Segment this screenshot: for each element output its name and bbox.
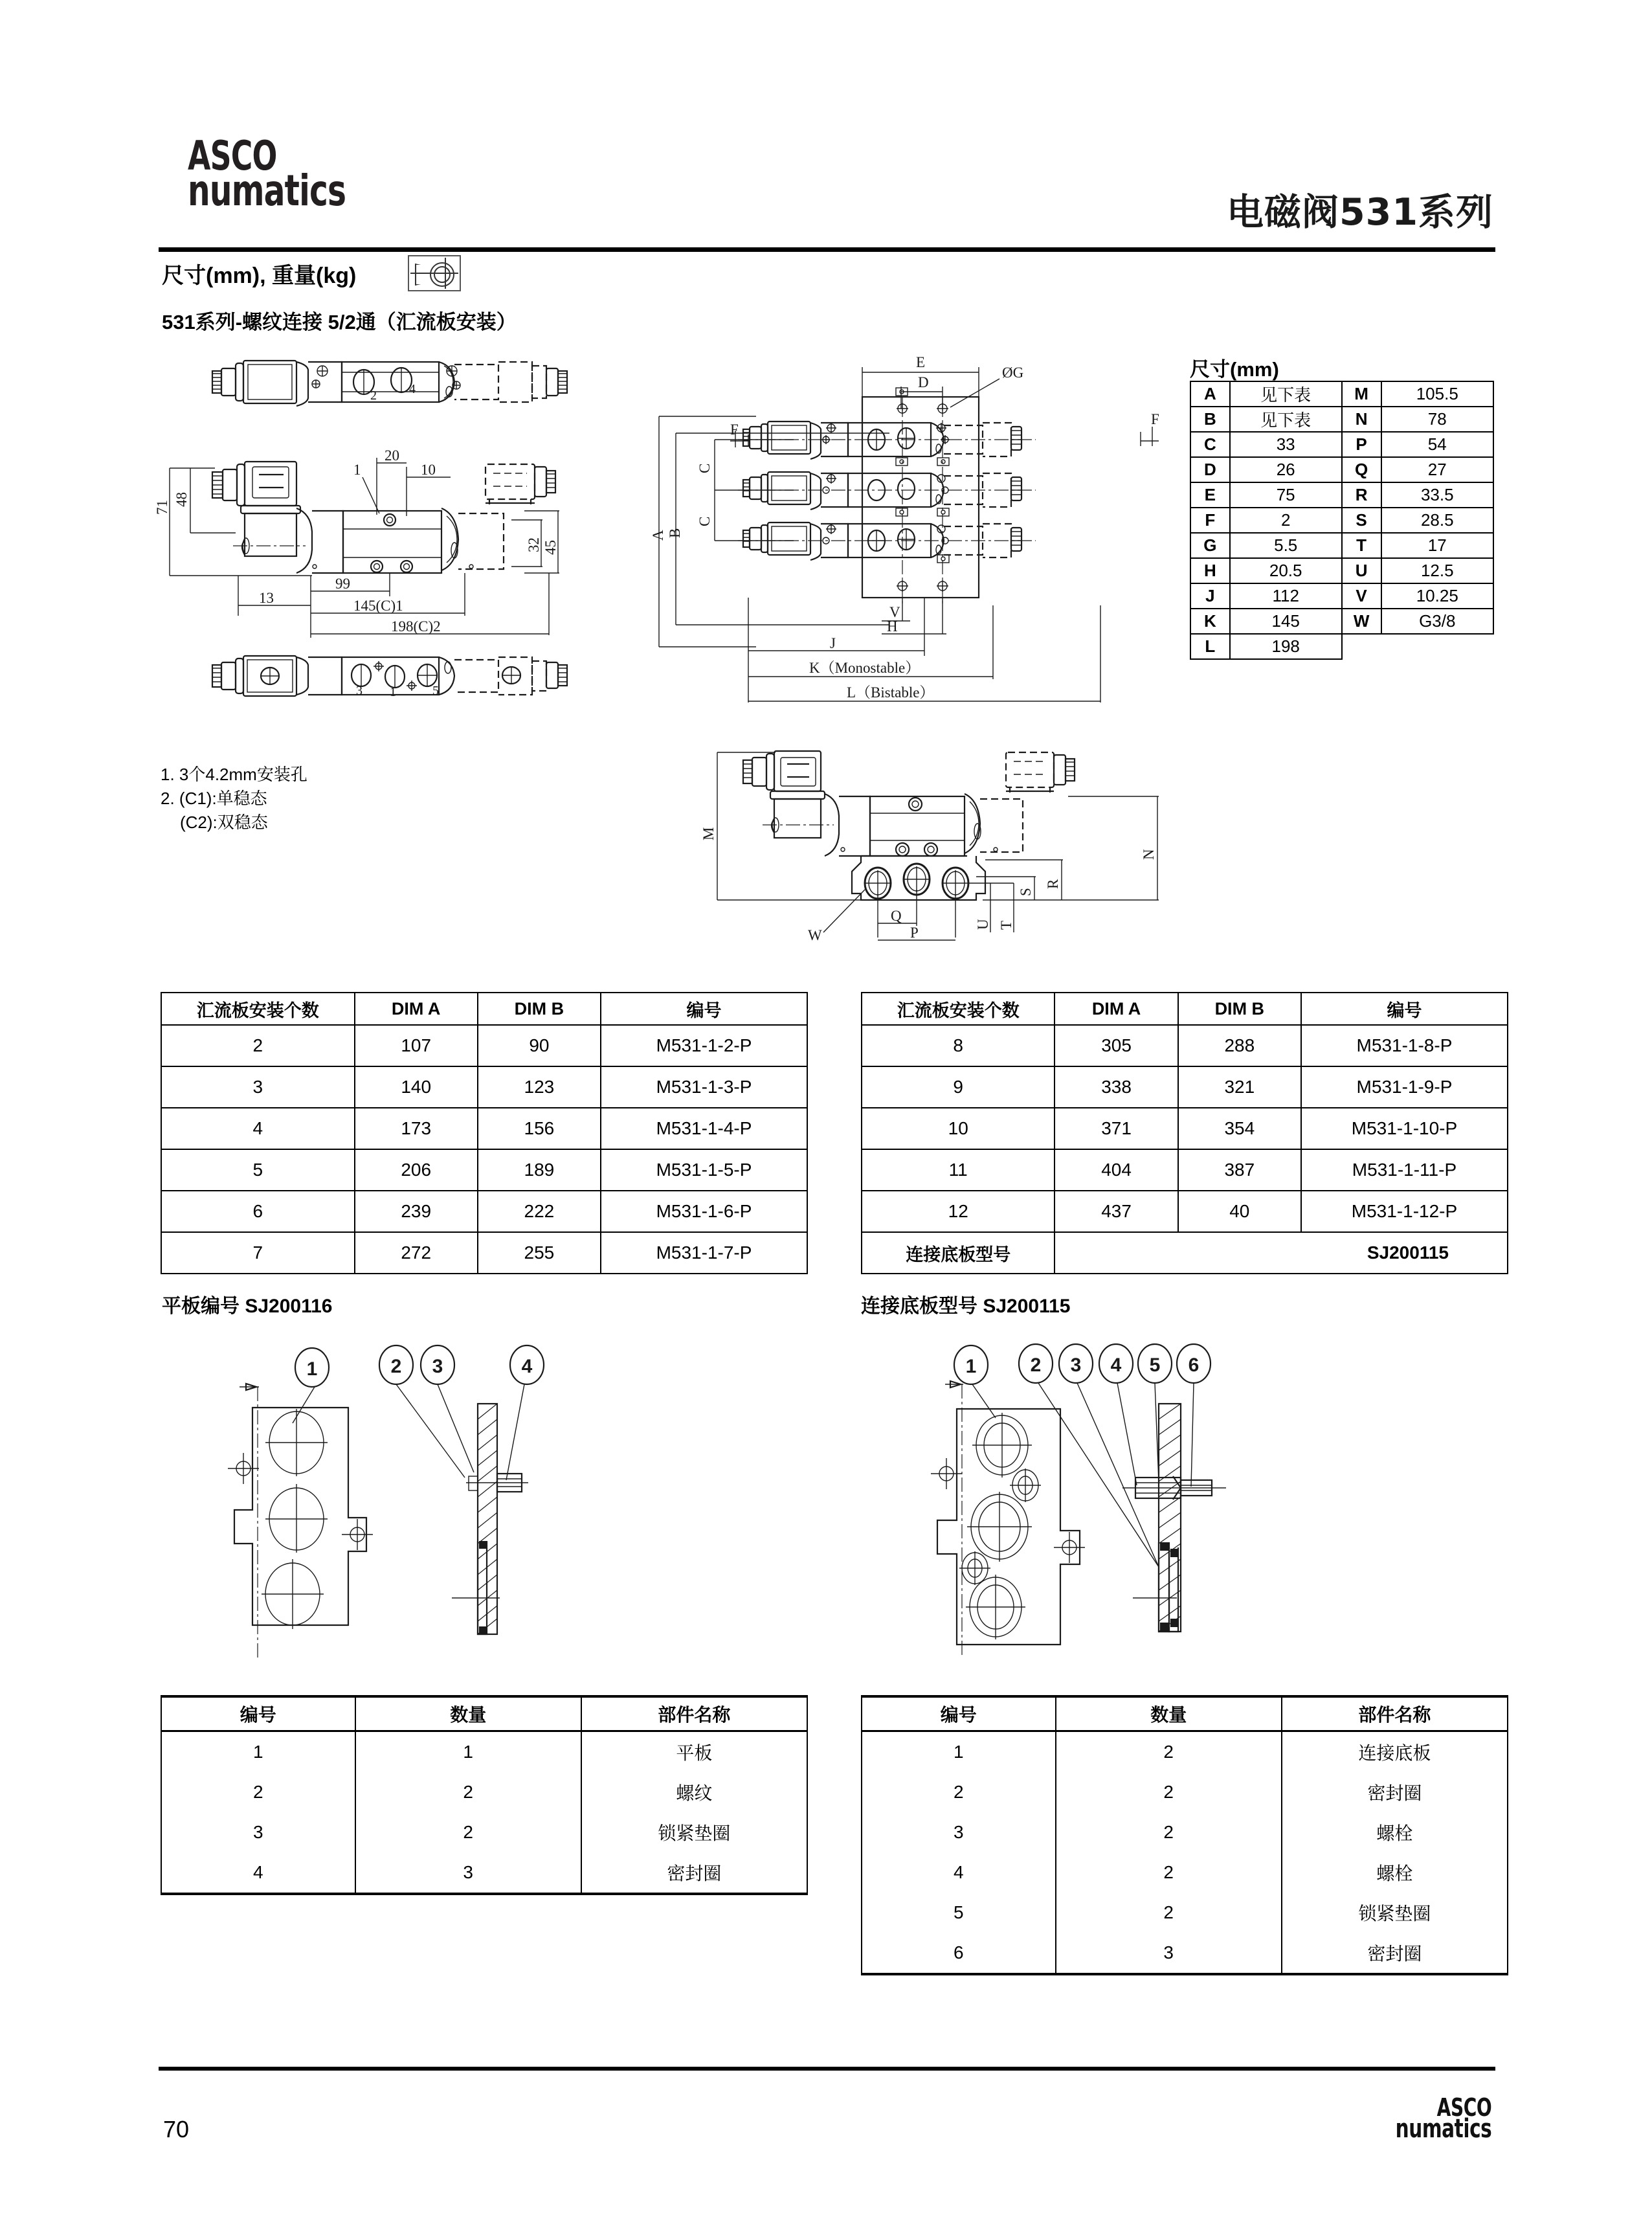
svg-text:5: 5 <box>1149 1355 1161 1376</box>
dimension-key: E <box>1190 482 1230 508</box>
dimension-value: 54 <box>1381 432 1493 457</box>
footer-logo-line-2: numatics <box>1395 2113 1491 2144</box>
dimension-value: 27 <box>1381 457 1493 482</box>
dimension-row <box>1190 432 1493 457</box>
dimension-value: 见下表 <box>1230 381 1342 407</box>
manifold-table-left <box>161 992 808 1274</box>
svg-text:1: 1 <box>353 462 361 478</box>
dimension-key: L <box>1190 634 1230 659</box>
dimension-key: T <box>1342 533 1381 558</box>
table-cell: 2 <box>1056 1731 1282 1773</box>
table-cell: 222 <box>478 1191 601 1232</box>
table-cell: M531-1-8-P <box>1301 1025 1508 1066</box>
table-row <box>862 1731 1508 1773</box>
dimension-value: 105.5 <box>1381 381 1493 407</box>
dimension-value: 75 <box>1230 482 1342 508</box>
column-header: 数量 <box>355 1696 581 1731</box>
subbase-model-label: 连接底板型号 <box>862 1232 1055 1274</box>
table-row <box>862 1852 1508 1893</box>
column-header: DIM B <box>1178 993 1301 1025</box>
table-cell: 2 <box>862 1772 1056 1812</box>
column-header: 编号 <box>1301 993 1508 1025</box>
column-header: 编号 <box>601 993 807 1025</box>
table-cell: 10 <box>862 1108 1055 1149</box>
svg-text:U: U <box>975 919 991 930</box>
dimension-value: 28.5 <box>1381 508 1493 533</box>
column-header: 编号 <box>862 1696 1056 1731</box>
table-row <box>862 1772 1508 1812</box>
svg-text:B: B <box>667 528 683 538</box>
balloon-group <box>293 1345 544 1480</box>
svg-text:3: 3 <box>432 1356 443 1377</box>
svg-text:2: 2 <box>390 1356 402 1377</box>
svg-text:2: 2 <box>370 388 377 403</box>
svg-text:1: 1 <box>390 685 396 699</box>
column-header: DIM B <box>478 993 601 1025</box>
svg-text:3: 3 <box>1070 1355 1082 1376</box>
table-cell: 156 <box>478 1108 601 1149</box>
table-cell: M531-1-12-P <box>1301 1191 1508 1232</box>
table-cell: 123 <box>478 1066 601 1108</box>
dimension-row <box>1190 583 1493 609</box>
dimension-value: 33 <box>1230 432 1342 457</box>
table-cell: 2 <box>1056 1772 1282 1812</box>
note-3: (C2):双稳态 <box>180 812 268 832</box>
table-cell: 3 <box>1056 1933 1282 1974</box>
table-cell: 3 <box>862 1812 1056 1852</box>
dimension-key: H <box>1190 558 1230 583</box>
table-cell: M531-1-10-P <box>1301 1108 1508 1149</box>
table-cell: 螺栓 <box>1282 1812 1508 1852</box>
dimension-row <box>1190 558 1493 583</box>
dimension-value: 20.5 <box>1230 558 1342 583</box>
table-cell: 404 <box>1055 1149 1178 1191</box>
table-cell: 8 <box>862 1025 1055 1066</box>
svg-text:3: 3 <box>356 684 363 698</box>
table-row <box>862 1812 1508 1852</box>
table-cell: 272 <box>355 1232 478 1274</box>
table-cell: 2 <box>1056 1893 1282 1933</box>
table-row <box>161 1812 807 1852</box>
plate-sj200116-drawing <box>188 1327 641 1658</box>
table-cell: M531-1-3-P <box>601 1066 807 1108</box>
svg-text:2: 2 <box>1030 1355 1042 1376</box>
table-cell: 2 <box>1056 1812 1282 1852</box>
dimension-value: 145 <box>1230 609 1342 634</box>
subtitle-heading: 531系列-螺纹连接 5/2通（汇流板安装） <box>162 311 517 333</box>
table-cell: 6 <box>161 1191 355 1232</box>
svg-text:1: 1 <box>306 1358 318 1380</box>
table-cell: M531-1-7-P <box>601 1232 807 1274</box>
dimension-value: 33.5 <box>1381 482 1493 508</box>
svg-text:32: 32 <box>526 537 542 552</box>
column-header: DIM A <box>1055 993 1178 1025</box>
svg-text:P: P <box>910 925 919 941</box>
table-cell: 255 <box>478 1232 601 1274</box>
svg-text:H: H <box>887 618 898 635</box>
svg-text:71: 71 <box>154 500 170 515</box>
table-cell: 5 <box>862 1893 1056 1933</box>
parts-table-right <box>861 1695 1508 1975</box>
column-header: DIM A <box>355 993 478 1025</box>
table-cell: 螺栓 <box>1282 1852 1508 1893</box>
dimension-key: A <box>1190 381 1230 407</box>
dimension-value: 112 <box>1230 583 1342 609</box>
dimension-value: 78 <box>1381 407 1493 432</box>
dimension-row <box>1190 533 1493 558</box>
dimension-row <box>1190 508 1493 533</box>
dimension-key: W <box>1342 609 1381 634</box>
svg-text:S: S <box>1018 888 1034 896</box>
table-cell: 密封圈 <box>581 1852 807 1894</box>
svg-text:4: 4 <box>409 382 416 396</box>
svg-text:198(C)2: 198(C)2 <box>391 618 441 635</box>
table-cell: 连接底板 <box>1282 1731 1508 1773</box>
dimension-value: 2 <box>1230 508 1342 533</box>
table-cell: 371 <box>1055 1108 1178 1149</box>
column-header: 部件名称 <box>1282 1696 1508 1731</box>
dimension-key: B <box>1190 407 1230 432</box>
svg-text:D: D <box>918 374 929 390</box>
svg-text:99: 99 <box>335 576 350 592</box>
page-title: 电磁阀531系列 <box>1227 191 1493 234</box>
dimension-key: G <box>1190 533 1230 558</box>
dimension-key: K <box>1190 609 1230 634</box>
table-cell: M531-1-4-P <box>601 1108 807 1149</box>
table-cell: 2 <box>1056 1852 1282 1893</box>
table-cell: 4 <box>862 1852 1056 1893</box>
table-cell: 密封圈 <box>1282 1933 1508 1974</box>
plate-left-heading: 平板编号 SJ200116 <box>162 1296 333 1317</box>
footer-logo-line-1: ASCO <box>1436 2093 1491 2122</box>
table-cell: M531-1-6-P <box>601 1191 807 1232</box>
table-row <box>161 1232 807 1274</box>
table-cell: 354 <box>1178 1108 1301 1149</box>
table-cell: 密封圈 <box>1282 1772 1508 1812</box>
manifold-table-right <box>861 992 1508 1274</box>
column-header: 数量 <box>1056 1696 1282 1731</box>
table-cell: 305 <box>1055 1025 1178 1066</box>
svg-text:N: N <box>1141 849 1157 860</box>
table-cell: M531-1-9-P <box>1301 1066 1508 1108</box>
dimension-key: P <box>1342 432 1381 457</box>
table-cell: 40 <box>1178 1191 1301 1232</box>
svg-text:C: C <box>697 463 713 473</box>
table-cell: 1 <box>862 1731 1056 1773</box>
dimension-value: 12.5 <box>1381 558 1493 583</box>
dimension-value: 198 <box>1230 634 1342 659</box>
table-footer-row <box>862 1232 1508 1274</box>
table-row <box>161 1066 807 1108</box>
table-cell: 2 <box>161 1772 355 1812</box>
footer-divider <box>159 2067 1495 2071</box>
subbase-sj200115-drawing <box>880 1327 1372 1658</box>
dimension-value: 10.25 <box>1381 583 1493 609</box>
svg-text:145(C)1: 145(C)1 <box>353 598 403 614</box>
table-cell: 288 <box>1178 1025 1301 1066</box>
table-row <box>862 1149 1508 1191</box>
dimension-key: J <box>1190 583 1230 609</box>
table-cell: 107 <box>355 1025 478 1066</box>
svg-text:4: 4 <box>521 1356 533 1377</box>
table-cell: 锁紧垫圈 <box>1282 1893 1508 1933</box>
dimension-value: 见下表 <box>1230 407 1342 432</box>
table-row <box>862 1893 1508 1933</box>
svg-text:4: 4 <box>1110 1355 1122 1376</box>
table-cell: 5 <box>161 1149 355 1191</box>
asco-numatics-logo <box>188 132 381 216</box>
table-cell: 3 <box>161 1812 355 1852</box>
table-cell: 189 <box>478 1149 601 1191</box>
svg-text:F: F <box>730 422 739 438</box>
table-cell: 3 <box>161 1066 355 1108</box>
svg-text:ØG: ØG <box>1002 365 1024 381</box>
svg-text:A: A <box>650 530 666 541</box>
header-divider <box>159 247 1495 252</box>
valve-end-view-drawing <box>667 756 1185 976</box>
column-header: 汇流板安装个数 <box>161 993 355 1025</box>
dimension-row <box>1190 381 1493 407</box>
table-cell: 173 <box>355 1108 478 1149</box>
logo-line-1: ASCO <box>188 132 277 179</box>
table-cell: 2 <box>355 1812 581 1852</box>
dimension-key: R <box>1342 482 1381 508</box>
footer-logo <box>1374 2093 1491 2144</box>
dimension-table <box>1190 381 1494 660</box>
table-cell: 11 <box>862 1149 1055 1191</box>
table-cell: 90 <box>478 1025 601 1066</box>
table-row <box>161 1025 807 1066</box>
dimension-value: 26 <box>1230 457 1342 482</box>
drawing-notes <box>161 763 307 835</box>
first-angle-projection-icon <box>408 255 461 291</box>
table-cell: M531-1-5-P <box>601 1149 807 1191</box>
table-cell: 4 <box>161 1852 355 1894</box>
column-header: 部件名称 <box>581 1696 807 1731</box>
dimension-key: D <box>1190 457 1230 482</box>
valve-side-views-drawing <box>154 353 615 741</box>
table-cell: 7 <box>161 1232 355 1274</box>
svg-text:T: T <box>998 920 1014 930</box>
svg-text:R: R <box>1045 879 1061 889</box>
table-cell: 12 <box>862 1191 1055 1232</box>
svg-text:V: V <box>889 604 900 620</box>
plate-right-heading: 连接底板型号 SJ200115 <box>861 1296 1071 1317</box>
svg-text:K（Monostable）: K（Monostable） <box>809 660 921 676</box>
dimension-key: N <box>1342 407 1381 432</box>
table-cell: 338 <box>1055 1066 1178 1108</box>
dimension-value: 5.5 <box>1230 533 1342 558</box>
table-cell: 锁紧垫圈 <box>581 1812 807 1852</box>
table-row <box>161 1731 807 1773</box>
table-cell: 140 <box>355 1066 478 1108</box>
dimension-key: M <box>1342 381 1381 407</box>
dimension-key: S <box>1342 508 1381 533</box>
table-cell: 4 <box>161 1108 355 1149</box>
dimension-row <box>1190 482 1493 508</box>
dimension-row <box>1190 634 1493 659</box>
table-row <box>862 1191 1508 1232</box>
svg-text:C: C <box>697 516 713 526</box>
note-2: 2. (C1):单稳态 <box>161 788 267 808</box>
svg-text:W: W <box>808 927 822 943</box>
page-number: 70 <box>163 2116 190 2142</box>
svg-text:5: 5 <box>432 684 439 698</box>
table-row <box>161 1149 807 1191</box>
column-header: 编号 <box>161 1696 355 1731</box>
svg-text:45: 45 <box>542 540 559 555</box>
table-cell: 437 <box>1055 1191 1178 1232</box>
table-row <box>862 1933 1508 1974</box>
dimension-value <box>1381 634 1493 659</box>
table-row <box>161 1108 807 1149</box>
table-cell: 239 <box>355 1191 478 1232</box>
svg-text:20: 20 <box>385 447 399 464</box>
svg-text:M: M <box>700 827 717 840</box>
logo-line-2: numatics <box>188 166 346 216</box>
table-cell: 206 <box>355 1149 478 1191</box>
table-row <box>862 1066 1508 1108</box>
manifold-assembly-drawing <box>650 346 1165 709</box>
dimension-table-heading: 尺寸(mm) <box>1190 358 1279 381</box>
column-header: 汇流板安装个数 <box>862 993 1055 1025</box>
table-cell: M531-1-2-P <box>601 1025 807 1066</box>
svg-text:E: E <box>916 354 926 370</box>
table-cell: 2 <box>355 1772 581 1812</box>
table-cell: 平板 <box>581 1731 807 1773</box>
dimension-row <box>1190 457 1493 482</box>
dimension-key: V <box>1342 583 1381 609</box>
table-cell: 2 <box>161 1025 355 1066</box>
table-cell: 9 <box>862 1066 1055 1108</box>
dimension-key: F <box>1190 508 1230 533</box>
svg-text:Q: Q <box>891 908 902 924</box>
svg-text:48: 48 <box>173 492 190 507</box>
dimension-key: U <box>1342 558 1381 583</box>
svg-text:L（Bistable）: L（Bistable） <box>847 684 935 701</box>
dimension-row <box>1190 609 1493 634</box>
table-row <box>862 1025 1508 1066</box>
table-row <box>161 1191 807 1232</box>
table-cell: M531-1-11-P <box>1301 1149 1508 1191</box>
dimensions-weight-heading: 尺寸(mm), 重量(kg) <box>162 264 357 288</box>
svg-text:F: F <box>1151 411 1159 427</box>
dimension-value: 17 <box>1381 533 1493 558</box>
table-cell: 6 <box>862 1933 1056 1974</box>
table-row <box>862 1108 1508 1149</box>
table-row <box>161 1852 807 1894</box>
table-cell: 3 <box>355 1852 581 1894</box>
table-cell: 387 <box>1178 1149 1301 1191</box>
subbase-model-value: SJ200115 <box>1055 1232 1508 1274</box>
dimension-key <box>1342 634 1381 659</box>
table-cell: 1 <box>161 1731 355 1773</box>
dimension-row <box>1190 407 1493 432</box>
note-1: 1. 3个4.2mm安装孔 <box>161 765 307 784</box>
svg-text:6: 6 <box>1188 1355 1200 1376</box>
parts-table-left <box>161 1695 808 1895</box>
table-row <box>161 1772 807 1812</box>
svg-text:13: 13 <box>259 590 274 606</box>
dimension-value: G3/8 <box>1381 609 1493 634</box>
svg-text:1: 1 <box>965 1356 977 1377</box>
table-cell: 321 <box>1178 1066 1301 1108</box>
table-cell: 螺纹 <box>581 1772 807 1812</box>
svg-text:10: 10 <box>421 462 436 478</box>
dimension-key: C <box>1190 432 1230 457</box>
balloon-group <box>954 1344 1211 1567</box>
dimension-key: Q <box>1342 457 1381 482</box>
svg-text:J: J <box>830 635 836 651</box>
table-cell: 1 <box>355 1731 581 1773</box>
